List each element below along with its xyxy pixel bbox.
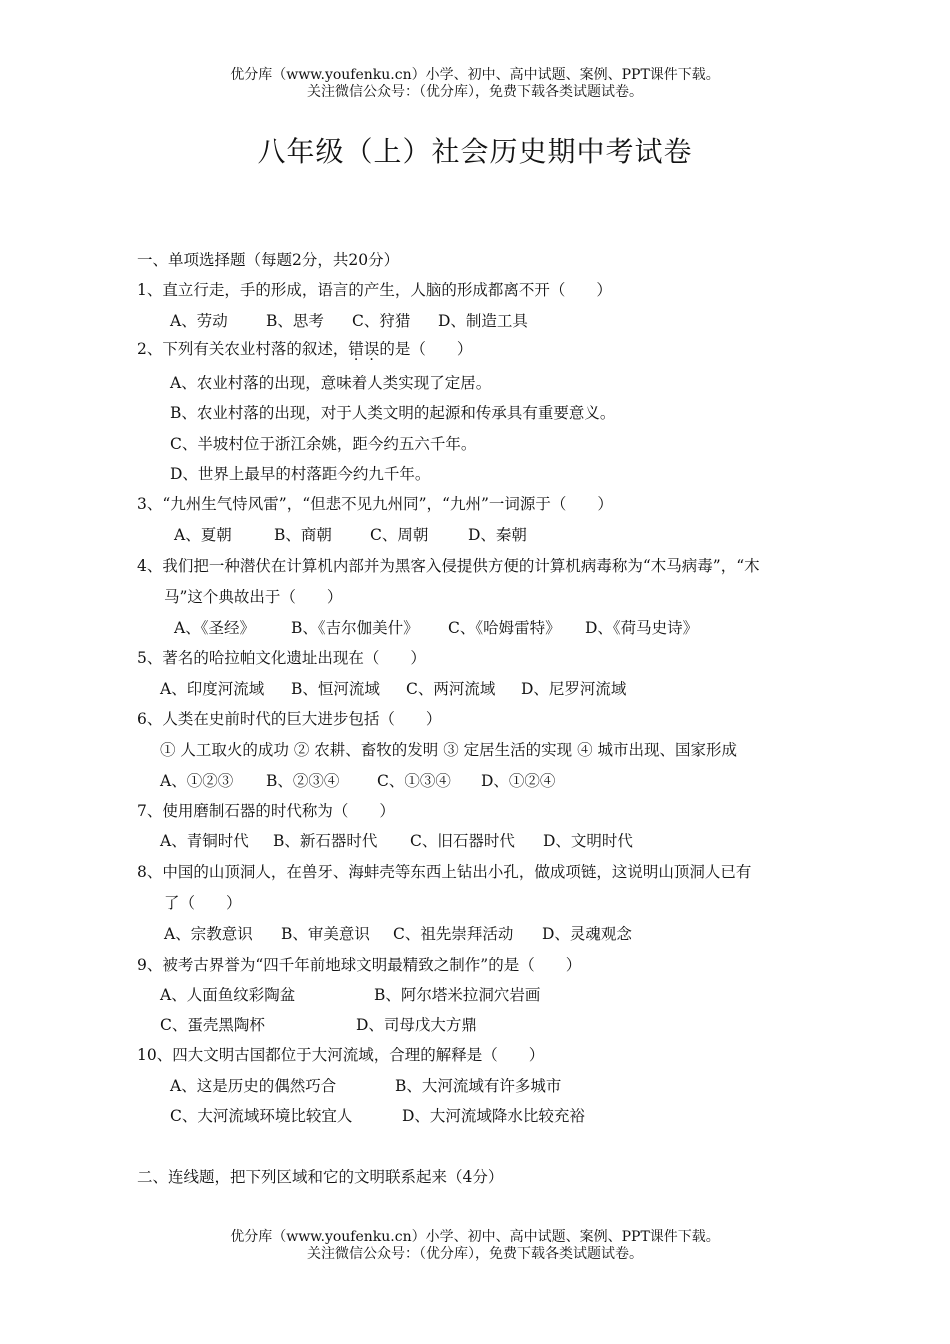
q9-option-b: B、阿尔塔米拉洞穴岩画 [374, 986, 541, 1004]
q1-option-c: C、狩猎 [352, 312, 411, 330]
q4-option-b: B、《吉尔伽美什》 [291, 619, 419, 637]
q2-emphasis-char-2: 误 [363, 340, 380, 358]
q9-stem: 9、被考古界誉为“四千年前地球文明最精致之制作”的是（ ） [137, 956, 582, 974]
q5-option-b: B、恒河流域 [291, 680, 380, 698]
q1-option-b: B、思考 [266, 312, 324, 330]
header-line-2: 关注微信公众号：（优分库），免费下载各类试题试卷。 [307, 84, 643, 100]
q2-option-b: B、农业村落的出现，对于人类文明的起源和传承具有重要意义。 [170, 404, 616, 422]
q2-stem-post: 的是（ ） [379, 340, 473, 358]
q6-option-d: D、①②④ [481, 772, 556, 790]
q8-option-a: A、宗教意识 [164, 925, 253, 943]
q6-items: ① 人工取火的成功 ② 农耕、畜牧的发明 ③ 定居生活的实现 ④ 城市出现、国家形成 [160, 741, 737, 759]
q10-option-d: D、大河流域降水比较充裕 [402, 1107, 585, 1125]
q9-option-a: A、人面鱼纹彩陶盆 [160, 986, 296, 1004]
q2-stem-pre: 2、下列有关农业村落的叙述， [137, 340, 349, 358]
q8-stem-line-2: 了（ ） [164, 894, 242, 912]
q6-option-a: A、①②③ [160, 772, 234, 790]
q1-stem: 1、直立行走，手的形成，语言的产生，人脑的形成都离不开（ ） [137, 281, 612, 299]
q9-option-c: C、蛋壳黑陶杯 [160, 1016, 265, 1034]
q5-option-d: D、尼罗河流域 [521, 680, 627, 698]
q10-option-a: A、这是历史的偶然巧合 [170, 1077, 337, 1095]
q2-option-a: A、农业村落的出现，意味着人类实现了定居。 [170, 374, 492, 392]
q4-stem-line-1: 4、我们把一种潜伏在计算机内部并为黑客入侵提供方便的计算机病毒称为“木马病毒”，“木 [137, 557, 760, 575]
q5-stem: 5、著名的哈拉帕文化遗址出现在（ ） [137, 649, 426, 667]
q3-stem: 3、“九州生气恃风雷”，“但悲不见九州同”，“九州”一词源于（ ） [137, 495, 613, 513]
footer-line-2: 关注微信公众号：（优分库），免费下载各类试题试卷。 [307, 1246, 643, 1262]
q3-option-d: D、秦朝 [468, 526, 527, 544]
q8-stem-line-1: 8、中国的山顶洞人，在兽牙、海蚌壳等东西上钻出小孔，做成项链，这说明山顶洞人已有 [137, 863, 752, 881]
q1-option-a: A、劳动 [170, 312, 228, 330]
q4-option-a: A、《圣经》 [174, 619, 255, 637]
q1-option-d: D、制造工具 [438, 312, 528, 330]
q4-option-d: D、《荷马史诗》 [585, 619, 699, 637]
section1-heading: 一、单项选择题（每题2分，共20分） [137, 251, 400, 269]
q7-option-c: C、旧石器时代 [410, 832, 515, 850]
q10-stem: 10、四大文明古国都位于大河流域，合理的解释是（ ） [137, 1046, 545, 1064]
q7-option-a: A、青铜时代 [160, 832, 249, 850]
q9-option-d: D、司母戊大方鼎 [356, 1016, 477, 1034]
q7-option-d: D、文明时代 [543, 832, 633, 850]
q4-stem-line-2: 马”这个典故出于（ ） [164, 588, 343, 606]
q3-option-c: C、周朝 [370, 526, 429, 544]
header-line-1: 优分库（www.youfenku.cn）小学、初中、高中试题、案例、PPT课件下载。 [230, 67, 720, 83]
q5-option-a: A、印度河流域 [160, 680, 265, 698]
q2-option-c: C、半坡村位于浙江余姚，距今约五六千年。 [170, 435, 477, 453]
q10-option-c: C、大河流域环境比较宜人 [170, 1107, 353, 1125]
section2-heading: 二、连线题，把下列区域和它的文明联系起来（4分） [137, 1168, 504, 1186]
q6-option-b: B、②③④ [266, 772, 340, 790]
q8-option-c: C、祖先崇拜活动 [393, 925, 514, 943]
q7-option-b: B、新石器时代 [273, 832, 378, 850]
footer-line-1: 优分库（www.youfenku.cn）小学、初中、高中试题、案例、PPT课件下载。 [230, 1229, 720, 1245]
page-title: 八年级（上）社会历史期中考试卷 [257, 135, 693, 168]
q6-stem: 6、人类在史前时代的巨大进步包括（ ） [137, 710, 442, 728]
q8-option-d: D、灵魂观念 [542, 925, 632, 943]
q4-option-c: C、《哈姆雷特》 [448, 619, 561, 637]
q3-option-b: B、商朝 [274, 526, 332, 544]
q5-option-c: C、两河流域 [406, 680, 496, 698]
q7-stem: 7、使用磨制石器的时代称为（ ） [137, 802, 395, 820]
q6-option-c: C、①③④ [377, 772, 451, 790]
q3-option-a: A、夏朝 [174, 526, 232, 544]
q8-option-b: B、审美意识 [281, 925, 370, 943]
q2-emphasis-char-1: 错 [348, 340, 364, 358]
q10-option-b: B、大河流域有许多城市 [395, 1077, 562, 1095]
q2-option-d: D、世界上最早的村落距今约九千年。 [170, 465, 431, 483]
q2-stem [137, 339, 472, 359]
